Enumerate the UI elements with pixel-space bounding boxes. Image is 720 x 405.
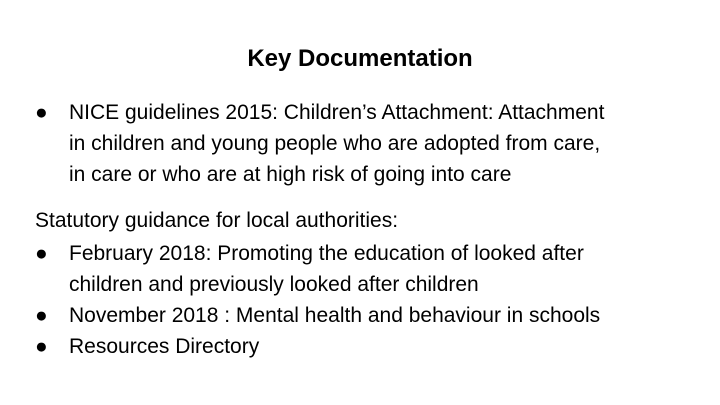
text-line: children and previously looked after children: [69, 273, 479, 296]
text-line: in children and young people who are adopted from care,: [69, 132, 601, 155]
bullet-icon: ●: [35, 101, 48, 124]
text-line: February 2018: Promoting the education of looked after: [69, 242, 584, 265]
list-item-resources-directory: [35, 331, 685, 362]
nice-guidelines-list: [35, 97, 695, 190]
statutory-guidance-list: [35, 238, 685, 362]
text-line: NICE guidelines 2015: Children’s Attachment: Attachment: [69, 101, 605, 124]
statutory-guidance-heading: Statutory guidance for local authorities:: [35, 209, 399, 232]
text-line: in care or who are at high risk of going into care: [69, 163, 512, 186]
list-item-text: [69, 238, 685, 300]
list-item-text: [69, 331, 685, 362]
list-item-text: [69, 300, 685, 331]
list-item-text: [69, 97, 695, 190]
text-line: November 2018 : Mental health and behaviour in schools: [69, 304, 601, 327]
text-line: Resources Directory: [69, 335, 260, 358]
bullet-icon: ●: [35, 304, 48, 327]
list-item-february-2018: [35, 238, 685, 300]
slide-title: Key Documentation: [247, 45, 473, 72]
bullet-icon: ●: [35, 335, 48, 358]
bullet-icon: ●: [35, 242, 48, 265]
list-item-november-2018: [35, 300, 685, 331]
list-item-nice-guidelines: [35, 97, 695, 190]
